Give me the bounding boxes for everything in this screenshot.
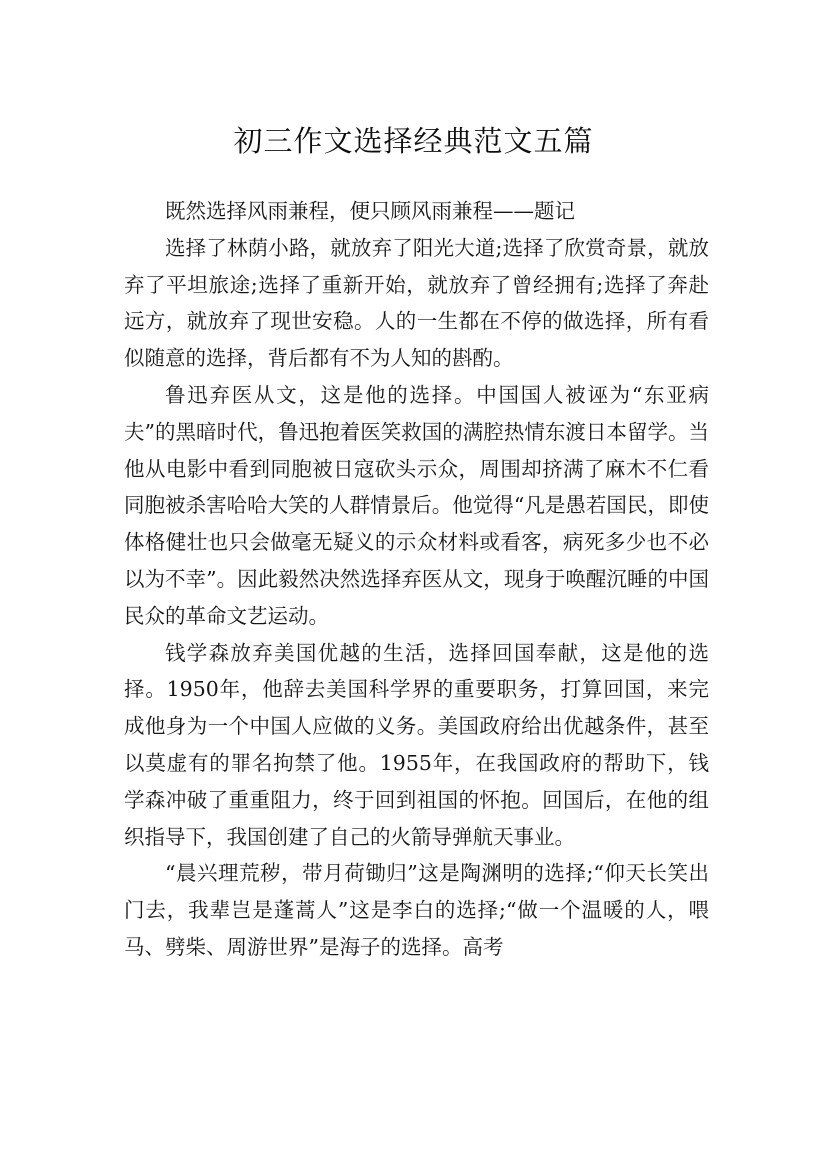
epigraph-paragraph: 既然选择风雨兼程，便只顾风雨兼程——题记	[165, 199, 575, 223]
body-paragraph: 鲁迅弃医从文，这是他的选择。中国国人被诬为“东亚病夫”的黑暗时代，鲁迅抱着医笑救国的满腔热情东渡日本留学。当他从电影中看到同胞被日寇砍头示众，周围却挤满了麻木不仁看同胞被杀害哈哈大笑的人群情景后。他觉得“凡是愚若国民，即使体格健壮也只会做毫无疑义的示众材料或看客，病死多少也不必以为不幸”。因此毅然决然选择弃医从文，现身于唤醒沉睡的中国民众的革命文艺运动。	[124, 382, 709, 628]
body-paragraph: 选择了林荫小路，就放弃了阳光大道;选择了欣赏奇景，就放弃了平坦旅途;选择了重新开始，就放弃了曾经拥有;选择了奔赴远方，就放弃了现世安稳。人的一生都在不停的做选择，所有看似随意的选择，背后都有不为人知的斟酌。	[124, 235, 709, 371]
body-paragraph: 钱学森放弃美国优越的生活，选择回国奉献，这是他的选择。1950年，他辞去美国科学界的重要职务，打算回国，来完成他身为一个中国人应做的义务。美国政府给出优越条件，甚至以莫虚有的罪名拘禁了他。1955年，在我国政府的帮助下，钱学森冲破了重重阻力，终于回到祖国的怀抱。回国后，在他的组织指导下，我国创建了自己的火箭导弹航天事业。	[124, 640, 709, 849]
body-paragraph: “晨兴理荒秽，带月荷锄归”这是陶渊明的选择;“仰天长笑出门去，我辈岂是蓬蒿人”这是李白的选择;“做一个温暖的人，喂马、劈柴、周游世界”是海子的选择。高考	[124, 861, 709, 959]
document-title: 初三作文选择经典范文五篇	[233, 124, 594, 159]
document-body	[124, 193, 709, 966]
